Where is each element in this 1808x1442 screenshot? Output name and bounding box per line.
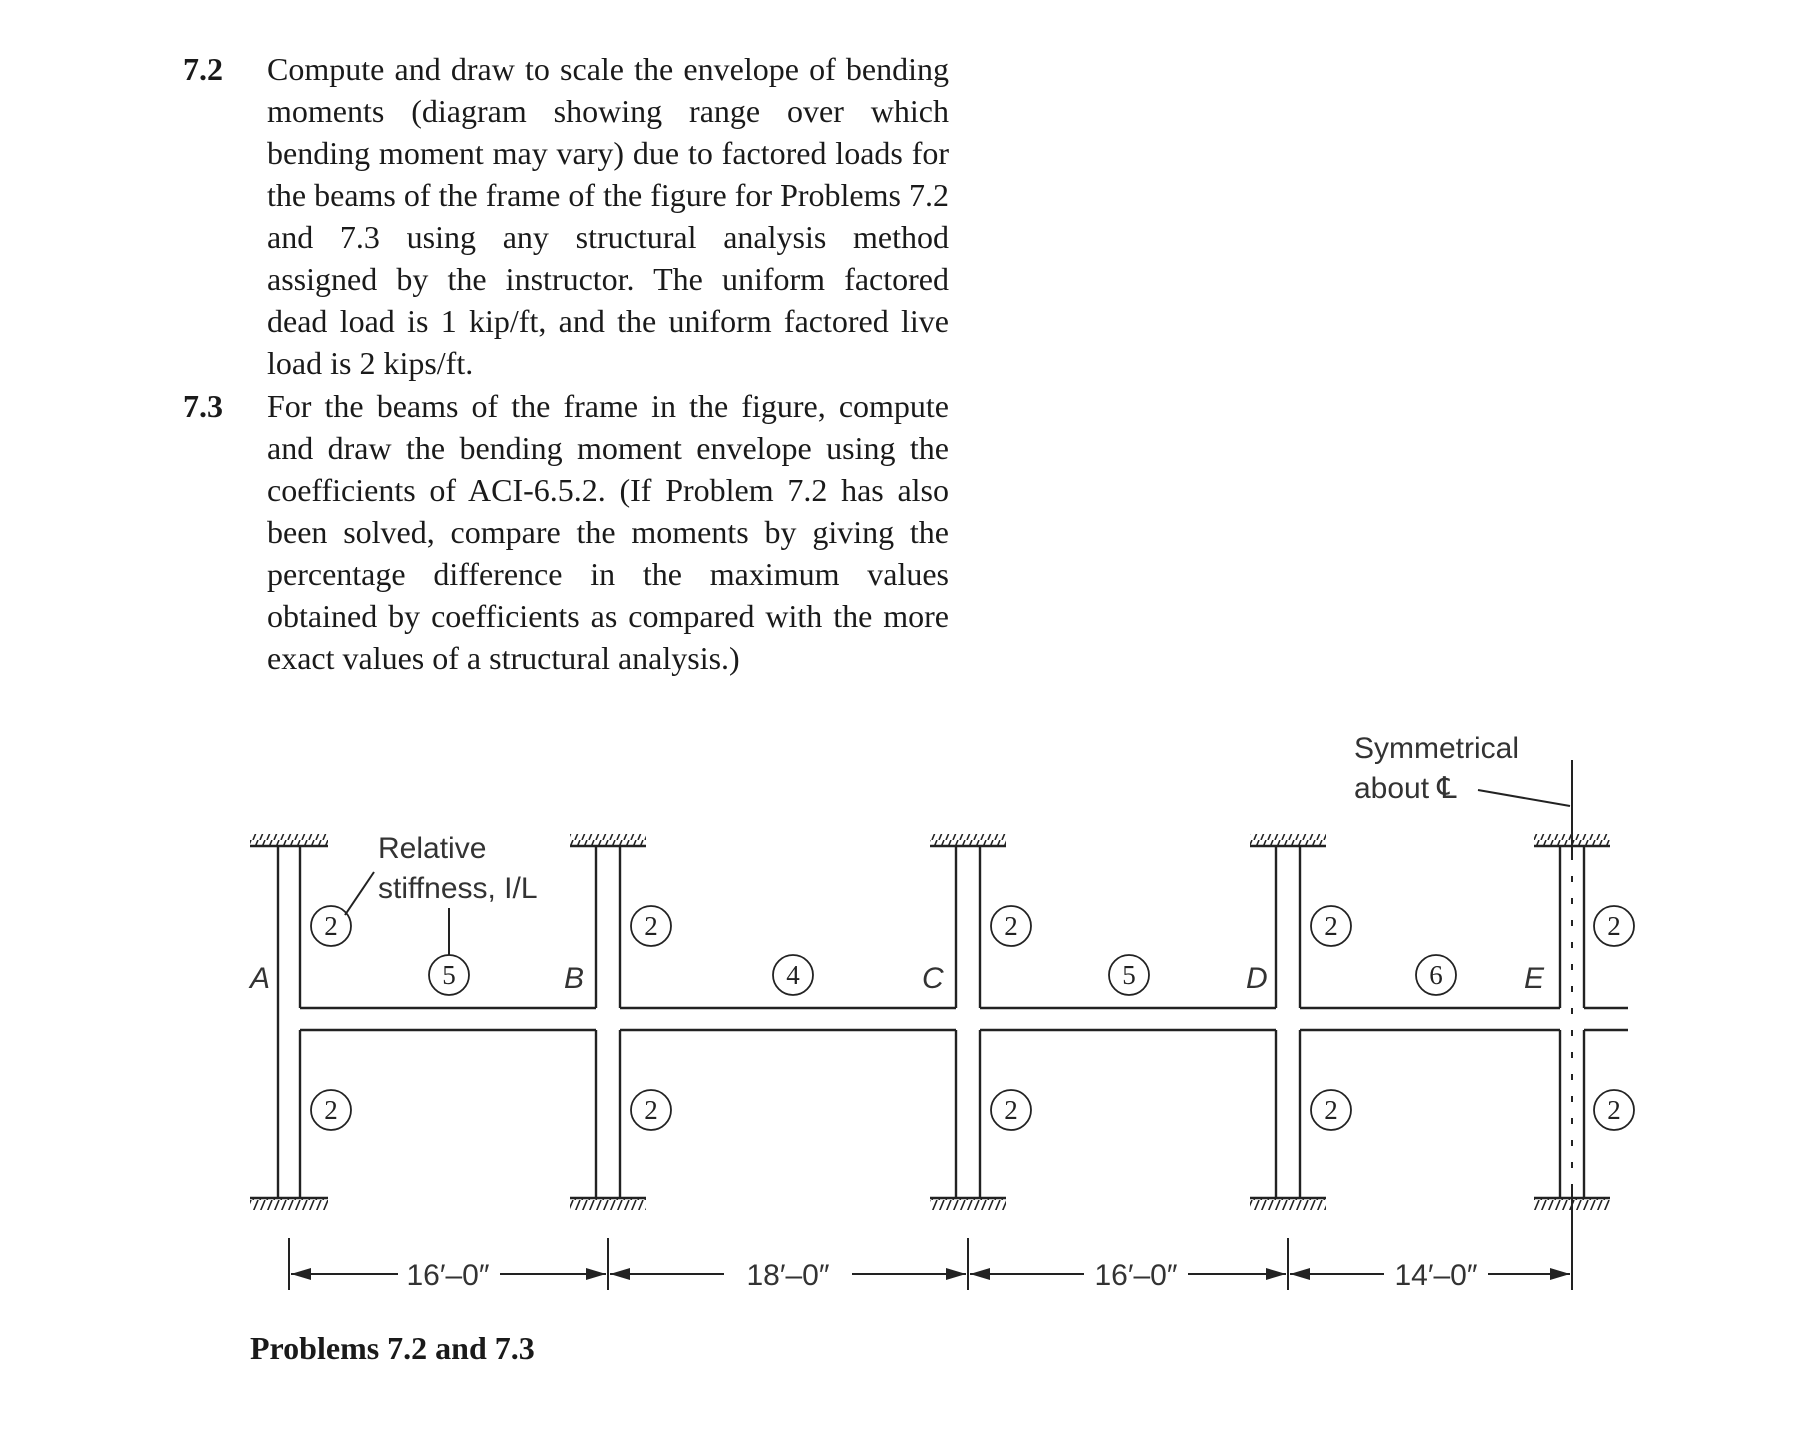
beam-stiffness: 5: [1122, 960, 1136, 990]
column-stiffness: 2: [324, 911, 338, 941]
beam-stiffness: 5: [442, 960, 456, 990]
column-stiffness: 2: [1324, 911, 1338, 941]
symmetry-label: Symmetrical: [1354, 732, 1520, 765]
joint-label-e: E: [1524, 962, 1545, 995]
beam-stiffness: 6: [1429, 960, 1443, 990]
joint-label-c: C: [922, 962, 944, 995]
column-stiffness: 2: [1607, 1095, 1621, 1125]
column-stiffness: 2: [1004, 1095, 1018, 1125]
joint-label-a: A: [250, 962, 271, 995]
beam-stiffness: 4: [786, 960, 800, 990]
symmetry-leader: [1478, 790, 1570, 806]
column-stiffness: 2: [644, 911, 658, 941]
stiffness-leader: [345, 872, 374, 915]
problem-number: 7.2: [183, 51, 223, 87]
column-stiffness: 2: [1607, 911, 1621, 941]
problem-number: 7.3: [183, 388, 223, 424]
column-stiffness: 2: [1324, 1095, 1338, 1125]
column-stiffness: 2: [324, 1095, 338, 1125]
joint-label-d: D: [1246, 962, 1268, 995]
span-dimension: 14′–0″: [1394, 1259, 1478, 1292]
span-dimension: 18′–0″: [746, 1259, 830, 1292]
problem-text: For the beams of the frame in the figure, compute and draw the bending moment envelope using the coefficients of ACI-6.5.2. (If Problem 7.2 has also been solved, compare the moments by giving the percentage difference in the maximum values obtained by coefficients as compared with the more exact values of a structural analysis.): [267, 388, 949, 676]
span-dimension: 16′–0″: [406, 1259, 490, 1292]
stiffness-circles: [311, 906, 1634, 1130]
symmetry-label: about ℄: [1354, 772, 1457, 805]
column-stiffness: 2: [1004, 911, 1018, 941]
problem-text: Compute and draw to scale the envelope of bending moments (diagram showing range over which bending moment may vary) due to factored loads for the beams of the frame of the figure for Problems 7.2 and 7.3 using any structural analysis method assigned by the instructor. The uniform factored dead load is 1 kip/ft, and the uniform factored live load is 2 kips/ft.: [267, 51, 949, 381]
figure-caption: Problems 7.2 and 7.3: [250, 1330, 535, 1366]
joint-label-b: B: [564, 962, 585, 995]
span-dimension: 16′–0″: [1094, 1259, 1178, 1292]
stiffness-label: stiffness, I/L: [378, 872, 538, 905]
column-stiffness: 2: [644, 1095, 658, 1125]
stiffness-label: Relative: [378, 832, 487, 865]
